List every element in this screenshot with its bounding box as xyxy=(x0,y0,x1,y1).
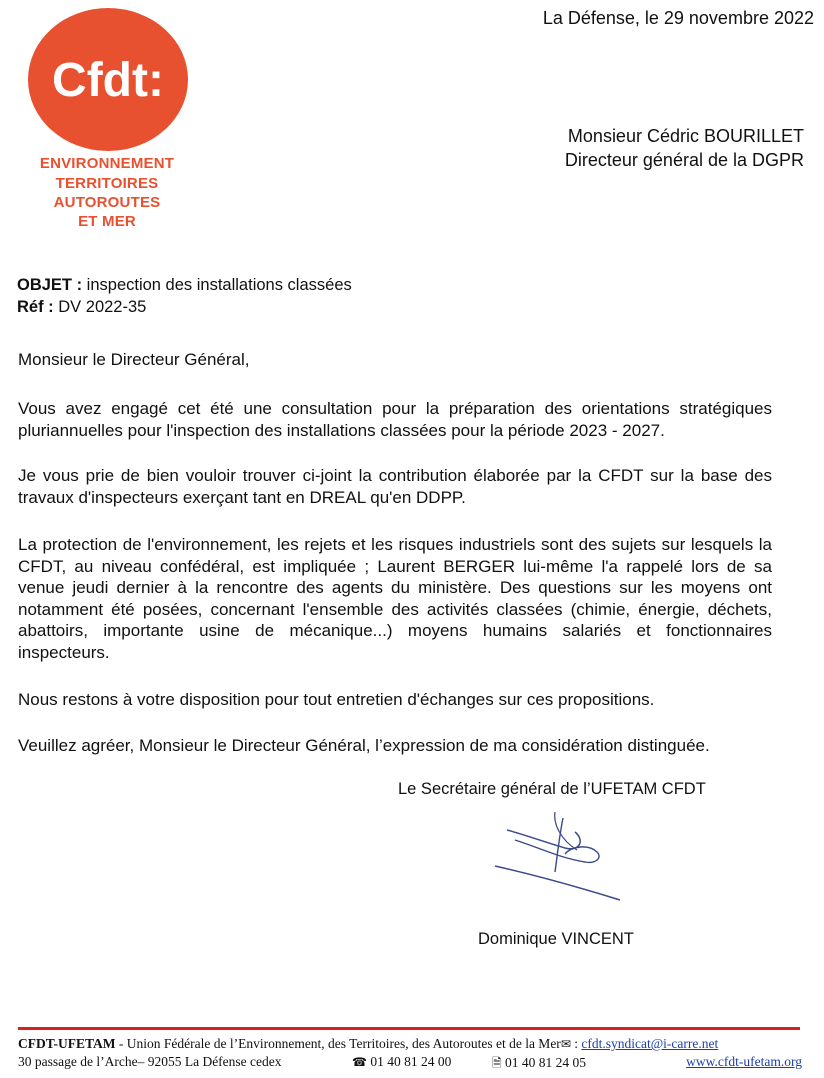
paragraph-consultation: Vous avez engagé cet été une consultation pour la préparation des orientations stratégiques pluriannuelles pour l'inspection des installations classées pour la période 2023 - 2027. xyxy=(18,399,772,440)
logo-org-line: AUTOROUTES xyxy=(53,194,161,211)
paragraph-closing: Veuillez agréer, Monsieur le Directeur Général, l’expression de ma considération distinguée. xyxy=(18,736,710,755)
footer-fax: 🗎 01 40 81 24 05 xyxy=(492,1055,587,1070)
ref-line xyxy=(17,298,146,317)
paragraph-contribution: Je vous prie de bien vouloir trouver ci-joint la contribution élaborée par la CFDT sur la base des travaux d'inspecteurs exerçant tant en DREAL qu'en DDPP. xyxy=(18,466,772,507)
footer-phone: ☎ 01 40 81 24 00 xyxy=(352,1054,452,1069)
logo-wordmark: Cfdt: xyxy=(52,54,164,107)
footer-website-link[interactable]: www.cfdt-ufetam.org xyxy=(686,1054,802,1069)
signer-title: Le Secrétaire général de l’UFETAM CFDT xyxy=(398,780,706,798)
salutation: Monsieur le Directeur Général, xyxy=(18,350,250,369)
paragraph-disposition: Nous restons à votre disposition pour tout entretien d'échanges sur ces propositions. xyxy=(18,690,655,709)
ref-label: Réf : xyxy=(17,298,54,316)
footer-org-line: CFDT-UFETAM - Union Fédérale de l’Environnement, des Territoires, des Autoroutes et de la Mer✉ : cfdt.syndicat@i-carre.net xyxy=(18,1036,719,1051)
fax-icon: 🗎 xyxy=(492,1056,502,1070)
recipient-title: Directeur général de la DGPR xyxy=(564,150,804,170)
object-label: OBJET : xyxy=(17,276,83,294)
logo-org-line: ET MER xyxy=(78,213,136,230)
footer-org-description: - Union Fédérale de l’Environnement, des Territoires, des Autoroutes et de la Mer xyxy=(115,1036,561,1051)
logo-org-line: ENVIRONNEMENT xyxy=(39,155,175,172)
footer-address: 30 passage de l’Arche– 92055 La Défense cedex xyxy=(18,1054,282,1069)
footer-email-link[interactable]: cfdt.syndicat@i-carre.net xyxy=(581,1036,719,1051)
letter-date: La Défense, le 29 novembre 2022 xyxy=(542,8,814,28)
recipient-name: Monsieur Cédric BOURILLET xyxy=(567,126,804,146)
handwritten-signature xyxy=(485,810,635,920)
footer-rule xyxy=(18,1027,800,1030)
envelope-icon: ✉ xyxy=(560,1037,571,1051)
ref-value: DV 2022-35 xyxy=(53,298,147,316)
phone-icon: ☎ xyxy=(352,1055,367,1069)
object-line xyxy=(17,276,352,295)
object-value: inspection des installations classées xyxy=(82,276,352,294)
footer-org-name: CFDT-UFETAM xyxy=(18,1036,116,1051)
cfdt-logo xyxy=(28,8,188,151)
logo-org-line: TERRITOIRES xyxy=(55,175,159,192)
paragraph-protection: La protection de l'environnement, les rejets et les risques industriels sont des sujets sur lesquels la CFDT, au niveau confédéral, est impliquée ; Laurent BERGER lui-même l'a rappelé lors de sa venue jeudi dernier à la rencontre des agents du ministère. Des questions sur les moyens ont notamment été posées, concernant l'ensemble des activités classées (chimie, énergie, déchets, abattoirs, importante usine de mécanique...) moyens humains salariés et fonctionnaires inspecteurs. xyxy=(18,535,772,662)
signer-name: Dominique VINCENT xyxy=(478,930,634,948)
